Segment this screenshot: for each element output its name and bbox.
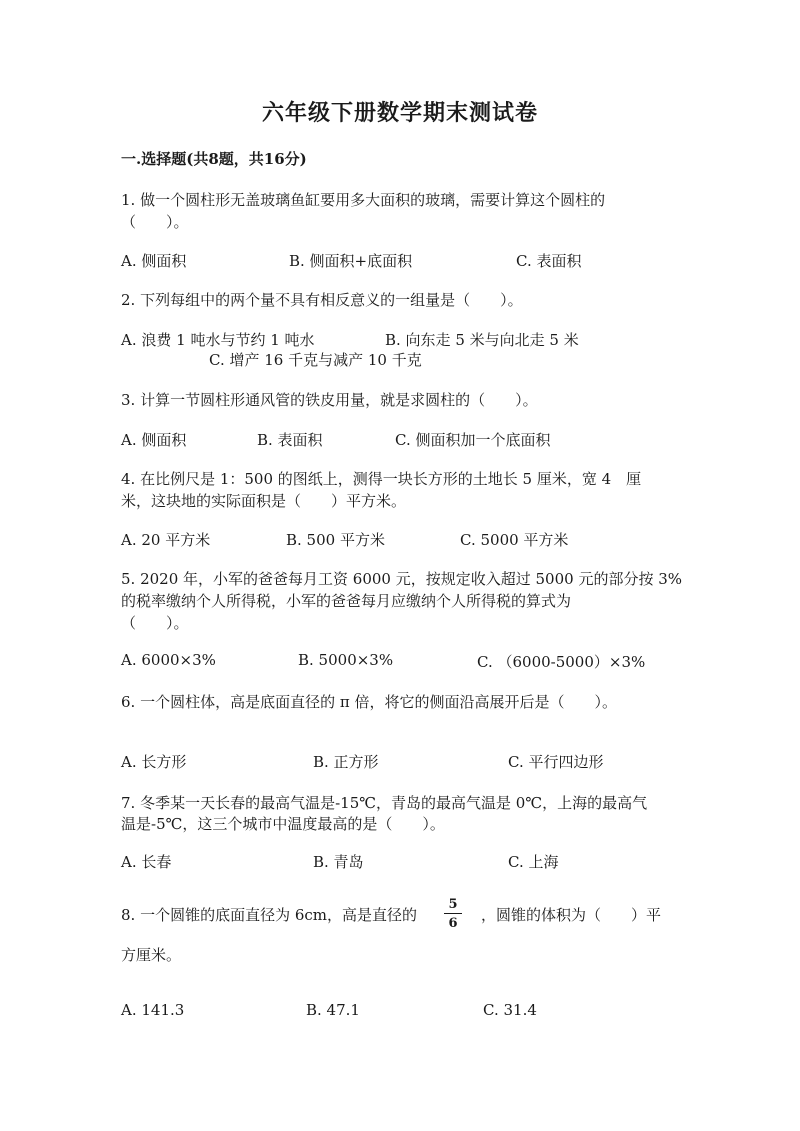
question-2-option-b: B. 向东走 5 米与向北走 5 米 — [385, 331, 579, 349]
question-6-option-b: B. 正方形 — [313, 753, 379, 771]
question-7-option-b: B. 青岛 — [313, 853, 364, 871]
question-6-option-a: A. 长方形 — [121, 753, 187, 771]
question-7-option-a: A. 长春 — [121, 853, 172, 871]
question-6-option-c: C. 平行四边形 — [508, 753, 604, 771]
fraction-denominator: 6 — [448, 916, 458, 931]
question-1-option-b: B. 侧面积+底面积 — [289, 252, 413, 270]
question-5-option-c: C. （6000-5000）×3% — [477, 653, 646, 671]
question-5-stem-line-2: 的税率缴纳个人所得税，小军的爸爸每月应缴纳个人所得税的算式为 — [121, 592, 572, 610]
question-2-stem-line-1: 2. 下列每组中的两个量不具有相反意义的一组量是（ ）。 — [121, 291, 523, 309]
fraction-five-sixths — [444, 898, 462, 930]
question-5-option-a: A. 6000×3% — [121, 651, 216, 669]
question-4-stem-line-1: 4. 在比例尺是 1：500 的图纸上，测得一块长方形的土地长 5 厘米，宽 4 厘 — [121, 470, 642, 488]
question-8-option-a: A. 141.3 — [121, 1001, 185, 1019]
question-5-stem-line-3: （ ）。 — [121, 614, 189, 632]
fraction-bar — [444, 913, 462, 914]
fraction-numerator: 5 — [448, 897, 458, 912]
question-2-option-a: A. 浪费 1 吨水与节约 1 吨水 — [121, 331, 315, 349]
question-4-stem-line-2: 米，这块地的实际面积是（ ）平方米。 — [121, 492, 407, 510]
question-5-stem-line-1: 5. 2020 年，小军的爸爸每月工资 6000 元，按规定收入超过 5000 元的部分按 3% — [121, 570, 683, 588]
question-3-option-c: C. 侧面积加一个底面积 — [395, 431, 551, 449]
question-4-option-b: B. 500 平方米 — [286, 531, 385, 549]
question-2-option-c: C. 增产 16 千克与减产 10 千克 — [209, 351, 422, 369]
question-8-option-c: C. 31.4 — [483, 1001, 537, 1019]
question-1-stem-line-1: 1. 做一个圆柱形无盖玻璃鱼缸要用多大面积的玻璃，需要计算这个圆柱的 — [121, 191, 606, 209]
question-4-option-c: C. 5000 平方米 — [460, 531, 569, 549]
question-3-option-a: A. 侧面积 — [121, 431, 187, 449]
question-1-stem-line-2: （ ）。 — [121, 213, 189, 231]
question-7-stem-line-1: 7. 冬季某一天长春的最高气温是-15℃，青岛的最高气温是 0℃，上海的最高气 — [121, 794, 648, 812]
question-8-stem-part-1: 8. 一个圆锥的底面直径为 6cm，高是直径的 — [121, 906, 418, 924]
question-7-stem-line-2: 温是-5℃，这三个城市中温度最高的是（ ）。 — [121, 815, 445, 833]
question-5-option-b: B. 5000×3% — [298, 651, 394, 669]
question-1-option-a: A. 侧面积 — [121, 252, 187, 270]
question-3-stem-line-1: 3. 计算一节圆柱形通风管的铁皮用量，就是求圆柱的（ ）。 — [121, 391, 538, 409]
question-8-option-b: B. 47.1 — [306, 1001, 360, 1019]
page-title: 六年级下册数学期末测试卷 — [261, 100, 538, 126]
question-8-stem-part-2: ，圆锥的体积为（ ）平 — [481, 906, 662, 924]
question-1-option-c: C. 表面积 — [516, 252, 582, 270]
section-heading: 一.选择题(共8题，共16分) — [121, 150, 307, 168]
question-6-stem-line-1: 6. 一个圆柱体，高是底面直径的 π 倍，将它的侧面沿高展开后是（ ）。 — [121, 693, 617, 711]
question-8-stem-part-3: 方厘米。 — [121, 946, 182, 964]
question-4-option-a: A. 20 平方米 — [121, 531, 211, 549]
question-7-option-c: C. 上海 — [508, 853, 559, 871]
question-3-option-b: B. 表面积 — [257, 431, 323, 449]
